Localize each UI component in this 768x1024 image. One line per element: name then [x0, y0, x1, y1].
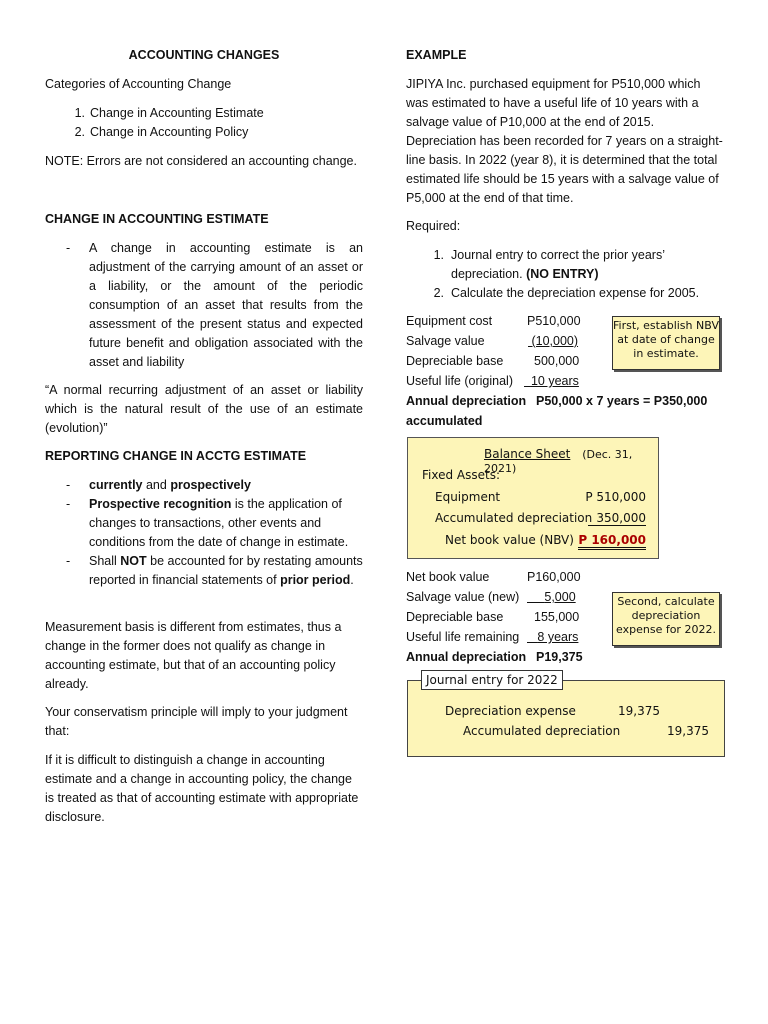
balance-sheet-date: (Dec. 31, 2021): [484, 448, 633, 475]
estimate-definition: - A change in accounting estimate is an adjustment of the carrying amount of an asset or a liability, or the amount of the periodic consumption of an asset that results from the assessment of the present status and expected future benefit and obligation associated with the asset and liability: [66, 241, 363, 369]
list-item: 2. Calculate the depreciation expense for 2005.: [433, 286, 700, 300]
journal-debit-value: 19,375: [618, 704, 660, 718]
journal-debit-label: Depreciation expense: [445, 704, 576, 718]
required-list: [406, 246, 726, 303]
list-item: 2. Change in Accounting Policy: [74, 125, 249, 139]
journal-credit-value: 19,375: [667, 724, 709, 738]
balance-sheet-label: Equipment: [435, 490, 501, 504]
required-label: Required:: [406, 219, 461, 233]
measurement-paragraph: Measurement basis is different from estimates, thus a change in the former does not qualify as change in accounting estimate, but that of an accounting policy already.: [45, 620, 342, 691]
journal-credit-label: Accumulated depreciation: [463, 724, 621, 738]
categories-heading: Categories of Accounting Change: [45, 77, 232, 91]
balance-sheet-nbv: P 160,000: [578, 533, 646, 550]
balance-sheet-value: 350,000: [588, 511, 646, 526]
quote-text: “A normal recurring adjustment of an asset or liability which is the natural result of the use of an estimate (evolution)”: [45, 383, 363, 435]
distinguish-paragraph: If it is difficult to distinguish a change in accounting estimate and a change in accounting policy, the change is treated as that of accounting estimate with appropriate disclosure.: [45, 753, 359, 824]
balance-sheet-label: Net book value (NBV): [445, 533, 574, 547]
section-heading-estimate: CHANGE IN ACCOUNTING ESTIMATE: [45, 212, 269, 226]
list-item: - Shall NOT be accounted for by restating amounts reported in financial statements of prior period.: [66, 554, 363, 587]
note-calc-depreciation: Second, calculate depreciation expense for 2022.: [612, 592, 720, 646]
example-heading: EXAMPLE: [406, 48, 467, 62]
list-item: 1. Change in Accounting Estimate: [74, 106, 264, 120]
note-text: NOTE: Errors are not considered an accounting change.: [45, 154, 357, 168]
conservatism-paragraph: Your conservatism principle will imply to your judgment that:: [45, 705, 348, 738]
reporting-list: [45, 476, 363, 590]
categories-list: [45, 104, 363, 142]
example-text: JIPIYA Inc. purchased equipment for P510,000 which was estimated to have a useful life of 10 years with a salvage value of P10,000 at the end of 2015. Depreciation has been recorded for 7 years on a straight-line basis. In 2022 (year 8), it is determined that the total estimated life should be 15 years with a salvage value of P5,000 at the end of that time.: [406, 77, 723, 205]
balance-sheet-section: Fixed Assets:: [422, 468, 501, 482]
page-title: ACCOUNTING CHANGES: [128, 48, 280, 62]
balance-sheet-label: Accumulated depreciation: [435, 511, 593, 525]
list-item: - Prospective recognition is the application of changes to transactions, other events and conditions from the date of change in estimate.: [66, 497, 349, 549]
balance-sheet-value: P 510,000: [585, 490, 646, 504]
list-item: 1. Journal entry to correct the prior years’ depreciation. (NO ENTRY): [433, 248, 665, 281]
section-heading-reporting: REPORTING CHANGE IN ACCTG ESTIMATE: [45, 449, 307, 463]
balance-sheet-box: [407, 437, 659, 559]
list-item: - currently and prospectively: [66, 478, 251, 492]
balance-sheet-title: Balance Sheet: [484, 447, 571, 461]
note-establish-nbv: First, establish NBV at date of change in estimate.: [612, 316, 720, 370]
journal-entry-box: [407, 680, 725, 757]
journal-entry-title: Journal entry for 2022: [421, 670, 563, 690]
